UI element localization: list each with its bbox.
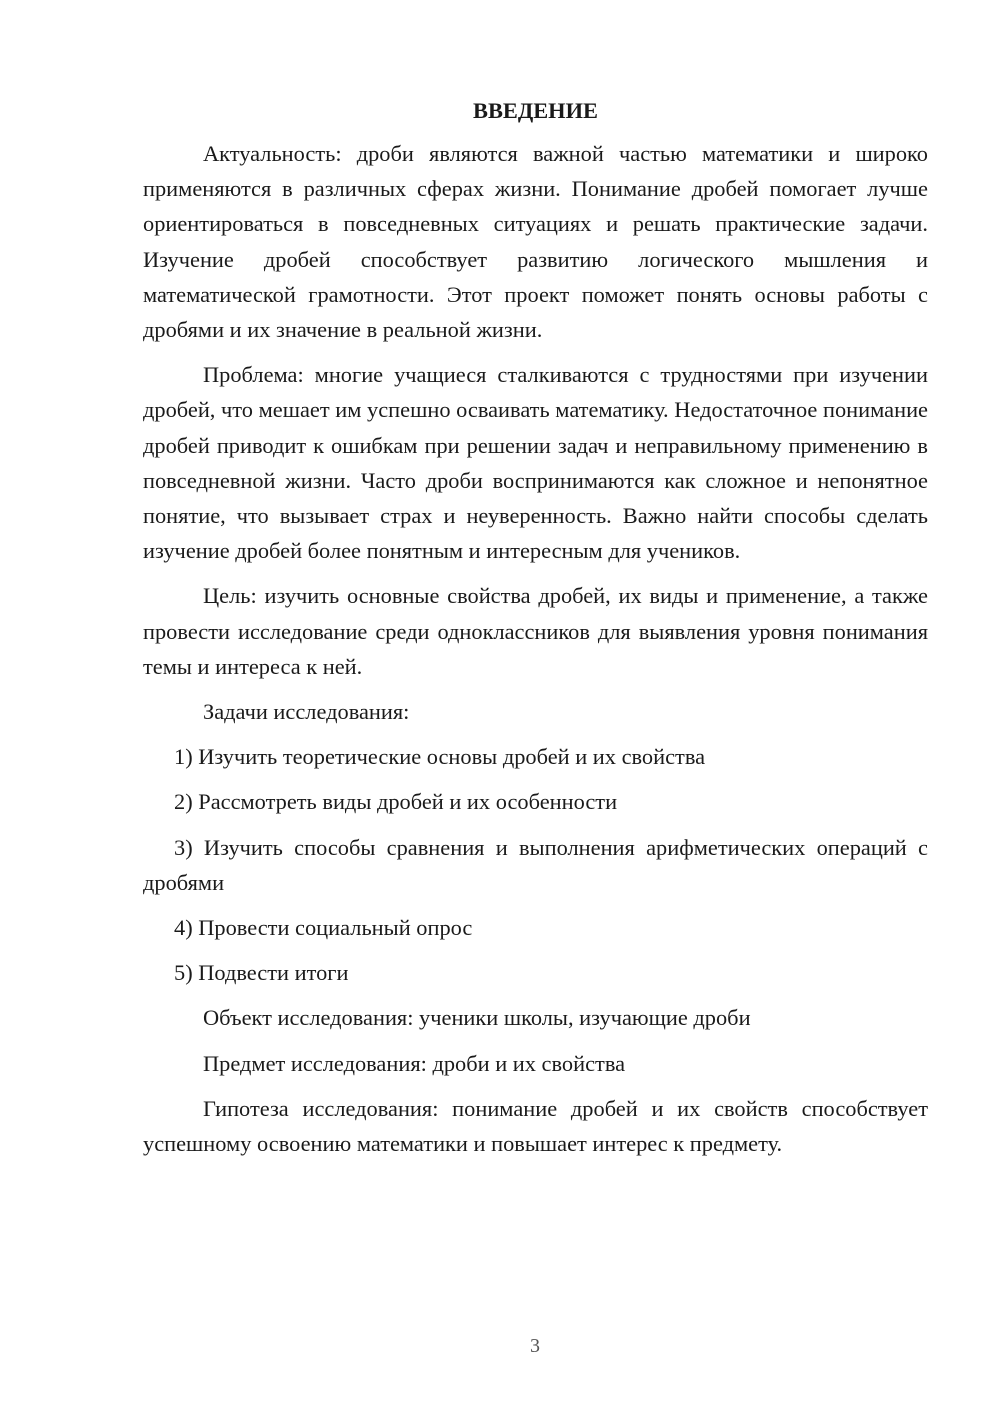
- paragraph-hypothesis: Гипотеза исследования: понимание дробей и их свойств способствует успешному освоению математики и повышает интерес к предмету.: [143, 1095, 928, 1157]
- task-item: 4) Провести социальный опрос: [174, 915, 473, 941]
- task-item: 3) Изучить способы сравнения и выполнения арифметических операций с дробями: [143, 834, 928, 895]
- task-item: 5) Подвести итоги: [174, 960, 349, 986]
- tasks-heading: Задачи исследования:: [203, 699, 410, 725]
- section-title: ВВЕДЕНИЕ: [473, 98, 598, 123]
- task-item: 1) Изучить теоретические основы дробей и их свойства: [174, 744, 706, 770]
- task-item: 2) Рассмотреть виды дробей и их особенности: [174, 789, 618, 815]
- page-number: 3: [530, 1335, 540, 1357]
- research-object: Объект исследования: ученики школы, изучающие дроби: [203, 1005, 751, 1031]
- research-subject: Предмет исследования: дроби и их свойства: [203, 1050, 626, 1076]
- paragraph-relevance: Актуальность: дроби являются важной частью математики и широко применяются в различных сферах жизни. Понимание дробей помогает лучше ориентироваться в повседневных ситуациях и решать практические задачи. Изучение дробей способствует развитию логического мышления и математической грамотности. Этот проект поможет понять основы работы с дробями и их значение в реальной жизни.: [143, 141, 928, 343]
- page-body: [143, 96, 928, 1171]
- paragraph-goal: Цель: изучить основные свойства дробей, их виды и применение, а также провести исследование среди одноклассников для выявления уровня понимания темы и интереса к ней.: [143, 583, 928, 679]
- paragraph-problem: Проблема: многие учащиеся сталкиваются с трудностями при изучении дробей, что мешает им успешно осваивать математику. Недостаточное понимание дробей приводит к ошибкам при решении задач и неправильному применению в повседневной жизни. Часто дроби воспринимаются как сложное и непонятное понятие, что вызывает страх и неуверенность. Важно найти способы сделать изучение дробей более понятным и интересным для учеников.: [143, 362, 928, 564]
